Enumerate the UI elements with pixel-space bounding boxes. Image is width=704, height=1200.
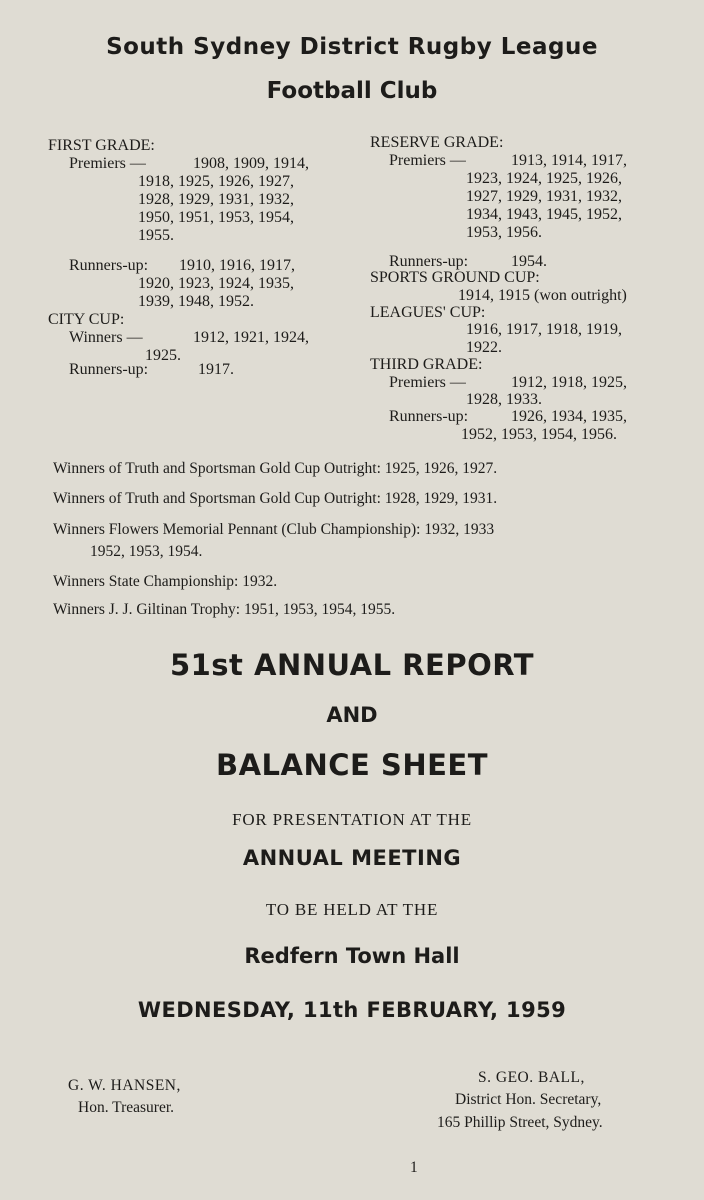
reserve-grade-premiers-line: 1953, 1956. — [466, 224, 542, 241]
report-presentation: FOR PRESENTATION AT THE — [232, 810, 472, 829]
report-and: AND — [326, 703, 378, 727]
first-grade-heading: FIRST GRADE: — [48, 137, 155, 154]
reserve-grade-premiers-line: 1927, 1929, 1931, 1932, — [466, 188, 622, 205]
reserve-grade-premiers-line: 1913, 1914, 1917, — [511, 152, 627, 169]
reserve-grade-premiers-line: 1934, 1943, 1945, 1952, — [466, 206, 622, 223]
reserve-grade-premiers-line: 1923, 1924, 1925, 1926, — [466, 170, 622, 187]
page-number: 1 — [410, 1159, 418, 1176]
club-subtitle: Football Club — [266, 78, 438, 104]
city-cup-runners-label: Runners-up: — [69, 361, 149, 378]
third-grade-premiers-line: 1912, 1918, 1925, — [511, 374, 627, 391]
reserve-grade-runners-label: Runners-up: — [389, 253, 469, 270]
leagues-cup-line: 1922. — [466, 339, 502, 356]
third-grade-runners-line: 1952, 1953, 1954, 1956. — [461, 426, 617, 443]
leagues-cup-line: 1916, 1917, 1918, 1919, — [466, 321, 622, 338]
secretary-address: 165 Phillip Street, Sydney. — [437, 1114, 603, 1131]
first-grade-runners-line: 1920, 1923, 1924, 1935, — [138, 275, 294, 292]
third-grade-runners-line: 1926, 1934, 1935, — [511, 408, 627, 425]
secretary-title: District Hon. Secretary, — [455, 1091, 602, 1108]
leagues-cup-heading: LEAGUES' CUP: — [370, 304, 486, 321]
report-title: 51st ANNUAL REPORT — [169, 648, 535, 682]
first-grade-runners-line: 1939, 1948, 1952. — [138, 293, 254, 310]
city-cup-winners-line: 1925. — [145, 347, 181, 364]
treasurer-title: Hon. Treasurer. — [78, 1099, 175, 1116]
honour-line: Winners of Truth and Sportsman Gold Cup Outright: 1925, 1926, 1927. — [53, 460, 498, 477]
sports-ground-cup-value: 1914, 1915 (won outright) — [458, 287, 627, 304]
first-grade-runners-line: 1910, 1916, 1917, — [179, 257, 295, 274]
city-cup-heading: CITY CUP: — [48, 311, 125, 328]
report-date: WEDNESDAY, 11th FEBRUARY, 1959 — [137, 998, 567, 1022]
honour-line: Winners J. J. Giltinan Trophy: 1951, 1953, 1954, 1955. — [53, 601, 396, 618]
first-grade-premiers-line: 1928, 1929, 1931, 1932, — [138, 191, 294, 208]
third-grade-premiers-label: Premiers — — [389, 374, 466, 391]
honour-line: Winners State Championship: 1932. — [53, 573, 278, 590]
third-grade-premiers-line: 1928, 1933. — [466, 391, 542, 408]
first-grade-premiers-label: Premiers — — [69, 155, 146, 172]
honour-line: Winners of Truth and Sportsman Gold Cup Outright: 1928, 1929, 1931. — [53, 490, 498, 507]
sports-ground-cup-heading: SPORTS GROUND CUP: — [370, 269, 540, 286]
first-grade-premiers-line: 1950, 1951, 1953, 1954, — [138, 209, 294, 226]
first-grade-premiers-line: 1955. — [138, 227, 174, 244]
third-grade-heading: THIRD GRADE: — [370, 356, 483, 373]
honour-line: 1952, 1953, 1954. — [90, 543, 203, 560]
city-cup-winners-label: Winners — — [69, 329, 143, 346]
club-title: South Sydney District Rugby League — [106, 34, 598, 60]
city-cup-runners-value: 1917. — [198, 361, 234, 378]
reserve-grade-runners-value: 1954. — [511, 253, 547, 270]
report-held: TO BE HELD AT THE — [265, 900, 439, 919]
first-grade-premiers-line: 1908, 1909, 1914, — [193, 155, 309, 172]
third-grade-runners-label: Runners-up: — [389, 408, 469, 425]
first-grade-runners-label: Runners-up: — [69, 257, 149, 274]
reserve-grade-premiers-label: Premiers — — [389, 152, 466, 169]
treasurer-name: G. W. HANSEN, — [68, 1077, 181, 1094]
report-meeting: ANNUAL MEETING — [242, 846, 462, 870]
honour-line: Winners Flowers Memorial Pennant (Club Championship): 1932, 1933 — [53, 521, 495, 538]
secretary-name: S. GEO. BALL, — [478, 1069, 585, 1086]
report-balance-sheet: BALANCE SHEET — [216, 748, 488, 782]
report-venue: Redfern Town Hall — [244, 944, 460, 968]
city-cup-winners-line: 1912, 1921, 1924, — [193, 329, 309, 346]
first-grade-premiers-line: 1918, 1925, 1926, 1927, — [138, 173, 294, 190]
reserve-grade-heading: RESERVE GRADE: — [370, 134, 504, 151]
